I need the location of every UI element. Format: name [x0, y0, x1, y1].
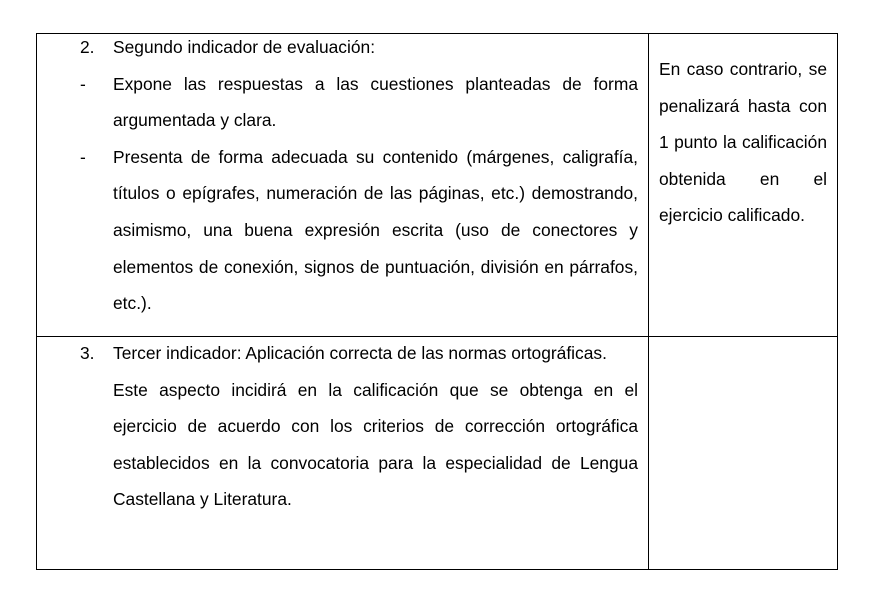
bullet-text: Presenta de forma adecuada su contenido (márgenes, caligrafía, títulos o epígrafes, numeración de las páginas, etc.) demostrando, asimismo, una buena expresión escrita (uso de conectores y elementos de conexión, signos de puntuación, división en párrafos, etc.). — [113, 146, 638, 314]
criterion-heading — [80, 335, 638, 372]
penalty-cell — [649, 34, 838, 337]
bullet-marker: - — [80, 73, 86, 94]
criteria-table — [36, 33, 838, 570]
criterion-title: Tercer indicador: Aplicación correcta de las normas ortográficas. — [113, 343, 607, 363]
bullet-marker: - — [80, 146, 86, 167]
criterion-cell — [37, 337, 649, 570]
criterion-heading — [80, 29, 638, 66]
table-row — [37, 337, 838, 570]
list-item — [80, 139, 638, 322]
list-number: 3. — [80, 343, 95, 363]
table-row — [37, 34, 838, 337]
list-item — [80, 66, 638, 139]
list-number: 2. — [80, 37, 95, 57]
bullet-text: Expone las respuestas a las cuestiones planteadas de forma argumentada y clara. — [113, 73, 638, 131]
criterion-title: Segundo indicador de evaluación: — [113, 37, 376, 57]
empty-cell — [649, 337, 838, 570]
criterion-cell — [37, 34, 649, 337]
penalty-text: En caso contrario, se penalizará hasta con 1 punto la calificación obtenida en el ejercicio calificado. — [659, 59, 827, 226]
criterion-description: Este aspecto incidirá en la calificación que se obtenga en el ejercicio de acuerdo con los criterios de corrección ortográfica establecidos en la convocatoria para la especialidad de Lengua Castellana y Literatura. — [113, 379, 638, 510]
